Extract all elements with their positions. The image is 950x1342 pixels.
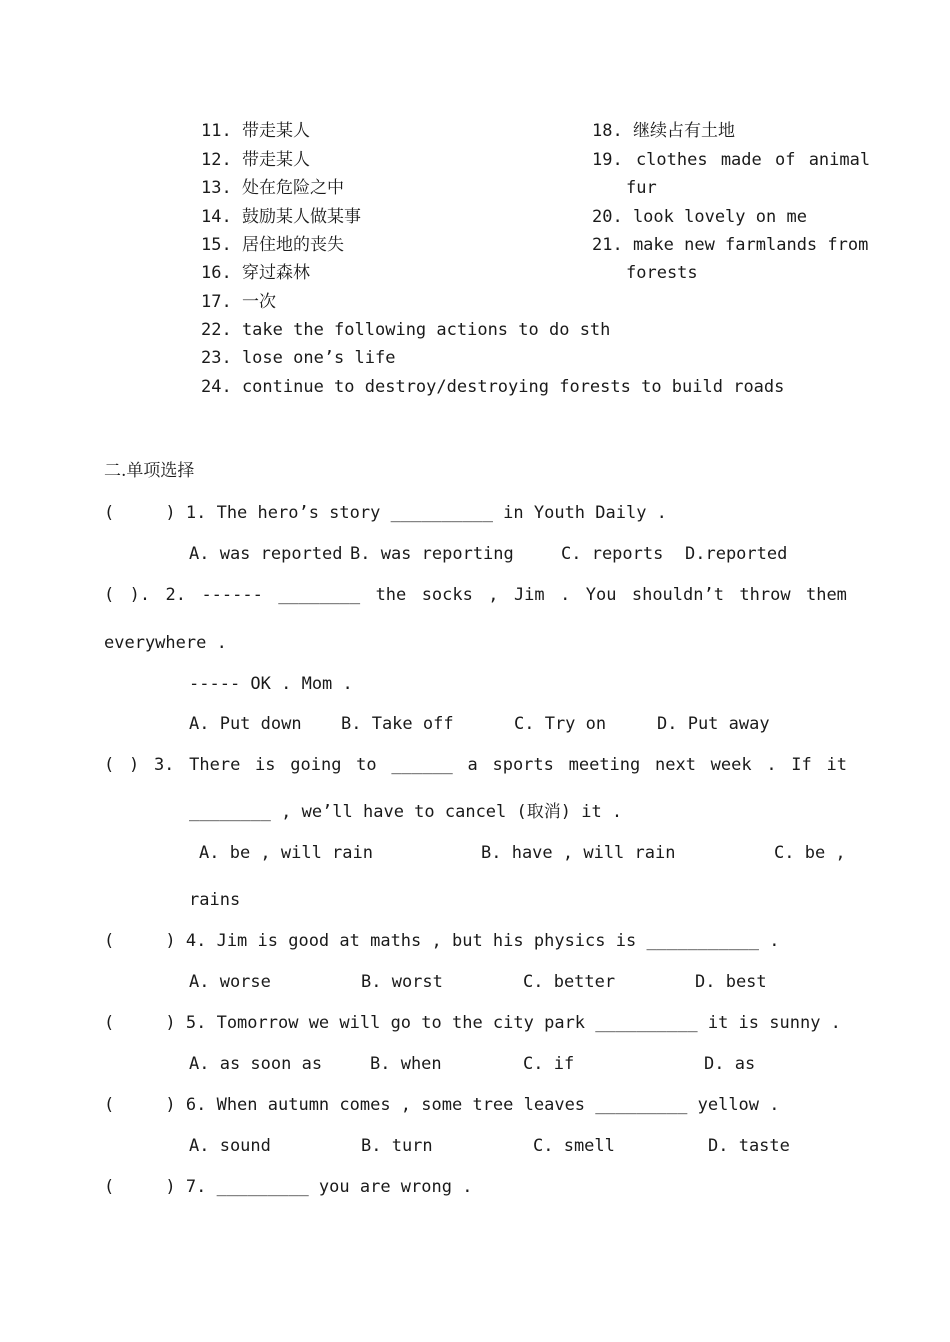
q4-option-b: B. worst <box>361 972 443 992</box>
vocab-item-24: 24. continue to destroy/destroying forests to build roads <box>201 377 785 397</box>
vocab-item-15: 15. 居住地的丧失 <box>201 235 344 255</box>
q2-word: Jim <box>513 585 545 605</box>
vocab-item-17: 17. 一次 <box>201 292 276 312</box>
vocab-item-22: 22. take the following actions to do sth <box>201 320 611 340</box>
q3-option-c: C. be , <box>774 843 846 863</box>
q1-option-c: C. reports <box>561 544 664 564</box>
section-title: 二.单项选择 <box>104 461 195 481</box>
vocab-item-20: 20. look lovely on me <box>592 207 807 227</box>
q3-word: sports <box>492 755 554 775</box>
q3-word: There <box>189 755 241 775</box>
vocab-item-13: 13. 处在危险之中 <box>201 178 344 198</box>
q2-option-a: A. Put down <box>189 714 302 734</box>
vocab-item-19: 19. clothes made of animal <box>592 150 871 170</box>
q3-word: week <box>710 755 752 775</box>
q6-option-a: A. sound <box>189 1136 271 1156</box>
vocab-item-18: 18. 继续占有土地 <box>592 121 735 141</box>
q3-word: 3. <box>153 755 175 775</box>
q1-option-a: A. was reported <box>189 544 343 564</box>
vocab-item-14: 14. 鼓励某人做某事 <box>201 207 361 227</box>
question-3-stem <box>104 755 847 775</box>
q3-word: If <box>791 755 812 775</box>
question-5-stem: ( ) 5. Tomorrow we will go to the city park __________ it is sunny . <box>104 1013 841 1033</box>
q2-word: socks <box>421 585 473 605</box>
question-7-stem: ( ) 7. _________ you are wrong . <box>104 1177 473 1197</box>
question-6-stem: ( ) 6. When autumn comes , some tree leaves _________ yellow . <box>104 1095 780 1115</box>
vocab-item-21: 21. make new farmlands from <box>592 235 869 255</box>
question-1-stem: ( ) 1. The hero’s story __________ in Youth Daily . <box>104 503 667 523</box>
q2-word: the <box>375 585 407 605</box>
q3-blank: ______ <box>391 755 453 775</box>
q3-word: next <box>654 755 696 775</box>
q1-option-d: D.reported <box>685 544 788 564</box>
q2-blank: ________ <box>278 585 361 605</box>
q3-word: it <box>826 755 847 775</box>
q6-option-d: D. taste <box>708 1136 790 1156</box>
q2-word: You <box>585 585 617 605</box>
vocab-item-16: 16. 穿过森林 <box>201 263 310 283</box>
question-4-stem: ( ) 4. Jim is good at maths , but his physics is ___________ . <box>104 931 780 951</box>
q4-option-d: D. best <box>695 972 767 992</box>
vocab-item-19-cont: fur <box>626 178 657 198</box>
q2-word: . <box>560 585 571 605</box>
q5-option-d: D. as <box>704 1054 756 1074</box>
q3-option-a: A. be , will rain <box>199 843 373 863</box>
question-2-reply: ----- OK . Mom . <box>189 674 353 694</box>
q3-option-b: B. have , will rain <box>481 843 676 863</box>
q4-option-c: C. better <box>523 972 616 992</box>
q5-option-a: A. as soon as <box>189 1054 323 1074</box>
vocab-item-12: 12. 带走某人 <box>201 150 310 170</box>
q3-word: is <box>255 755 276 775</box>
q3-word: ) <box>128 755 140 775</box>
q3-word: to <box>356 755 377 775</box>
q2-word: , <box>488 585 499 605</box>
vocab-item-23: 23. lose one’s life <box>201 348 396 368</box>
q4-option-a: A. worse <box>189 972 271 992</box>
q2-option-b: B. Take off <box>341 714 454 734</box>
q3-word: going <box>290 755 342 775</box>
q2-option-c: C. Try on <box>514 714 607 734</box>
q5-option-b: B. when <box>370 1054 442 1074</box>
q2-word: ------ <box>201 585 263 605</box>
q2-word: ). <box>129 585 151 605</box>
vocab-item-11: 11. 带走某人 <box>201 121 310 141</box>
question-2-stem-cont: everywhere . <box>104 633 227 653</box>
q2-word: throw <box>739 585 791 605</box>
q6-option-b: B. turn <box>361 1136 433 1156</box>
question-2-stem <box>104 585 847 605</box>
q1-option-b: B. was reporting <box>350 544 514 564</box>
q3-word: . <box>766 755 777 775</box>
q2-word: shouldn’t <box>631 585 724 605</box>
q6-option-c: C. smell <box>533 1136 615 1156</box>
q3-option-c-cont: rains <box>189 890 241 910</box>
q2-word: ( <box>104 585 115 605</box>
q3-word: a <box>467 755 478 775</box>
q2-word: them <box>805 585 847 605</box>
q2-option-d: D. Put away <box>657 714 770 734</box>
q2-word: 2. <box>165 585 187 605</box>
vocab-item-21-cont: forests <box>626 263 698 283</box>
q3-word: ( <box>104 755 115 775</box>
question-3-stem-cont: ________ , we’ll have to cancel (取消) it . <box>189 802 623 822</box>
q5-option-c: C. if <box>523 1054 575 1074</box>
q3-word: meeting <box>568 755 641 775</box>
